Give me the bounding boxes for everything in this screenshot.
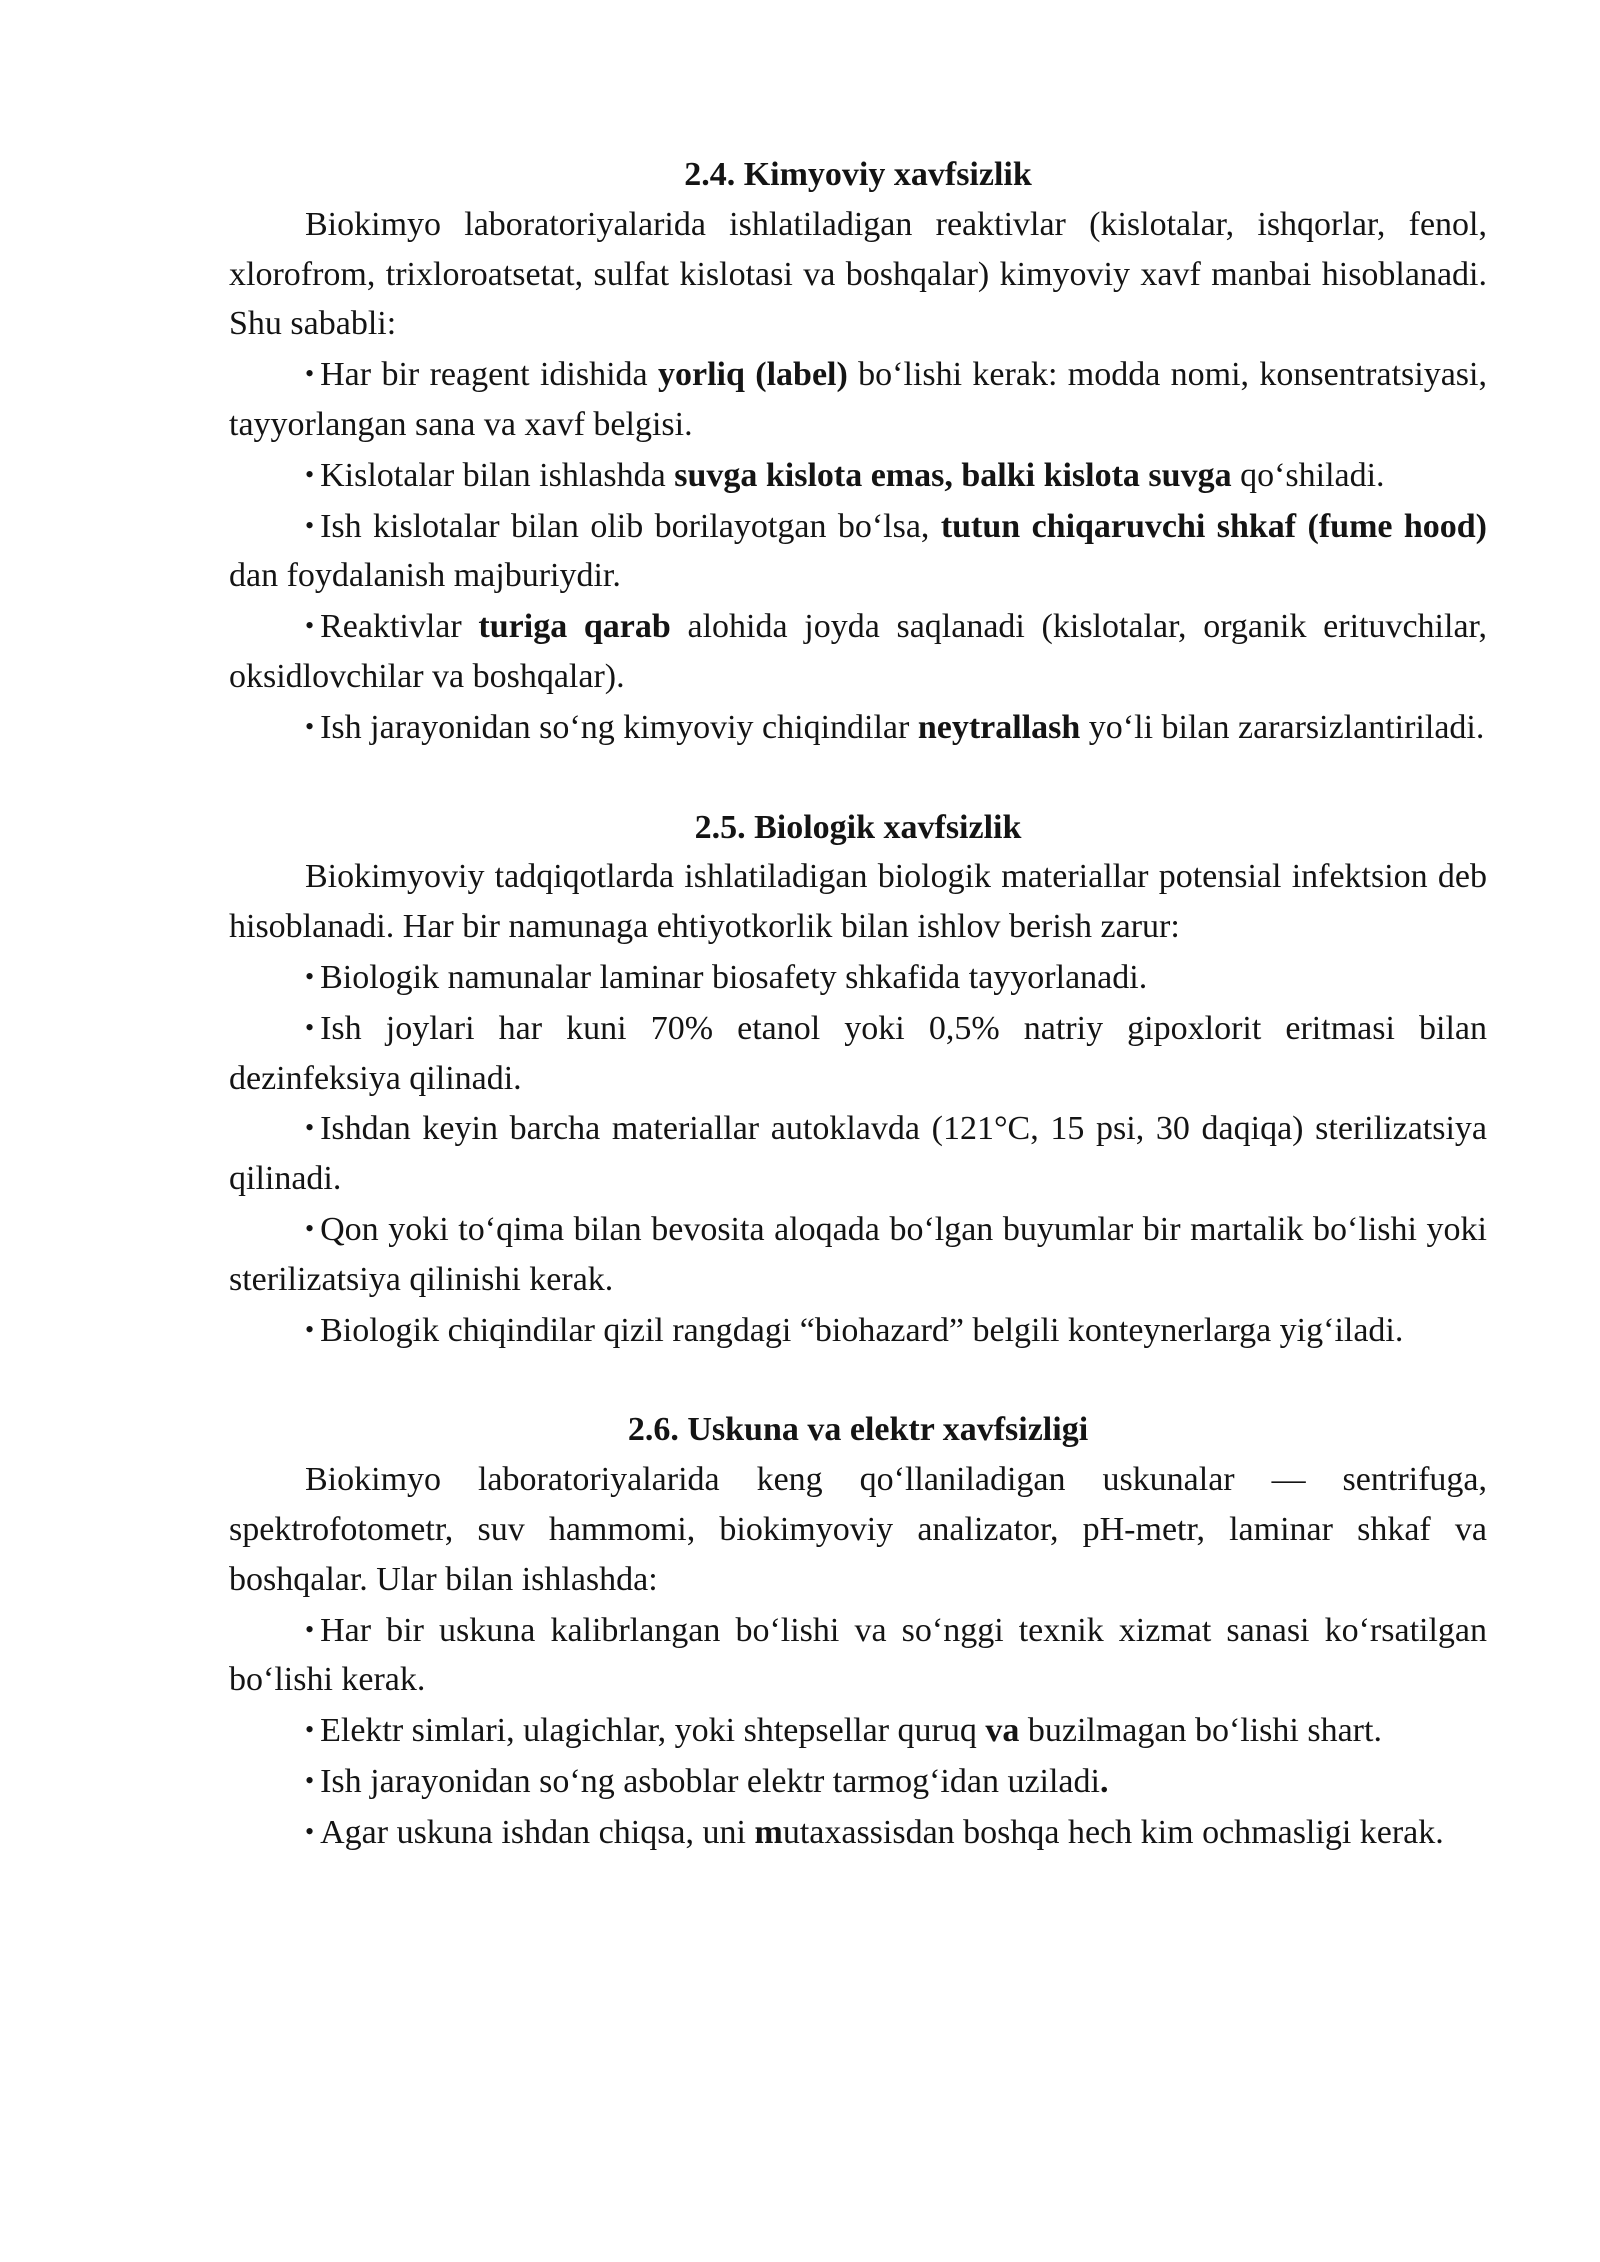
bullet-text: Agar uskuna ishdan chiqsa, uni xyxy=(320,1813,755,1851)
section-chemical-safety xyxy=(229,150,1487,753)
bullet-text: Har bir uskuna kalibrlangan bo‘lishi va so‘nggi texnik xizmat sanasi ko‘rsatilgan bo‘lishi kerak. xyxy=(229,1611,1487,1699)
section-heading: 2.6. Uskuna va elektr xavfsizligi xyxy=(627,1411,1089,1449)
section-heading: 2.5. Biologik xavfsizlik xyxy=(694,808,1022,846)
bullet-item xyxy=(229,450,1487,501)
bullet-item xyxy=(229,1003,1487,1104)
bullet-text: Ish joylari har kuni 70% etanol yoki 0,5% natriy gipoxlorit eritmasi bilan dezinfeksiya qilinadi. xyxy=(229,1009,1487,1097)
bullet-item xyxy=(229,1756,1487,1807)
bullet-text: Ish kislotalar bilan olib borilayotgan bo‘lsa, xyxy=(320,507,941,545)
bullet-bold-text: va xyxy=(985,1712,1020,1750)
bullet-text: Biologik chiqindilar qizil rangdagi “biohazard” belgili konteynerlarga yig‘iladi. xyxy=(320,1311,1404,1349)
bullet-item xyxy=(229,952,1487,1003)
section-intro: Biokimyoviy tadqiqotlarda ishlatiladigan biologik materiallar potensial infektsion deb hisoblanadi. Har bir namunaga ehtiyotkorlik bilan ishlov berish zarur: xyxy=(229,858,1487,946)
bullet-text: yo‘li bilan zararsizlantiriladi. xyxy=(1080,708,1485,746)
bullet-text: Ish jarayonidan so‘ng asboblar elektr tarmog‘idan uziladi xyxy=(320,1762,1100,1800)
bullet-text: alohida joyda saqlanadi (kislotalar, organik erituvchilar, oksidlovchilar va boshqalar). xyxy=(229,608,1487,695)
bullet-text: Reaktivlar xyxy=(320,608,479,646)
bullet-bold-text: tutun chiqaruvchi shkaf (fume hood) xyxy=(940,507,1488,545)
bullet-item xyxy=(229,1103,1487,1204)
bullet-bold-text: turiga qarab xyxy=(478,608,671,646)
section-intro: Biokimyo laboratoriyalarida ishlatiladigan reaktivlar (kislotalar, ishqorlar, fenol, xlorofrom, trixloroatsetat, sulfat kislotasi va boshqalar) kimyoviy xavf manbai hisoblanadi. Shu sababli: xyxy=(229,205,1487,343)
bullet-item xyxy=(229,702,1487,753)
bullet-text: Biologik namunalar laminar biosafety shkafida tayyorlanadi. xyxy=(320,958,1148,996)
bullet-text: bo‘lishi kerak: modda nomi, konsentratsiyasi, tayyorlangan sana va xavf belgisi. xyxy=(229,356,1487,443)
bullet-item xyxy=(229,501,1487,602)
bullet-item xyxy=(229,1204,1487,1305)
bullet-text: Elektr simlari, ulagichlar, yoki shtepsellar quruq xyxy=(320,1712,986,1750)
bullet-text: utaxassisdan boshqa hech kim ochmasligi kerak. xyxy=(782,1813,1444,1851)
bullet-bold-text: . xyxy=(1099,1762,1109,1800)
bullet-item xyxy=(229,1705,1487,1756)
bullet-item xyxy=(229,1305,1487,1356)
bullet-item xyxy=(229,1605,1487,1706)
document-page xyxy=(229,150,1487,1858)
bullet-text: Qon yoki to‘qima bilan bevosita aloqada bo‘lgan buyumlar bir martalik bo‘lishi yoki sterilizatsiya qilinishi kerak. xyxy=(229,1210,1487,1298)
bullet-item xyxy=(229,601,1487,702)
bullet-text: Har bir reagent idishida xyxy=(320,356,659,394)
section-equipment-electrical-safety xyxy=(229,1405,1487,1857)
bullet-text: Ishdan keyin barcha materiallar autoklavda (121°C, 15 psi, 30 daqiqa) sterilizatsiya qilinadi. xyxy=(229,1110,1487,1198)
bullet-item xyxy=(229,1807,1487,1858)
bullet-text: buzilmagan bo‘lishi shart. xyxy=(1019,1712,1382,1750)
section-biological-safety xyxy=(229,803,1487,1356)
bullet-text: qo‘shiladi. xyxy=(1231,456,1385,494)
bullet-text: Kislotalar bilan ishlashda xyxy=(320,456,675,494)
bullet-item xyxy=(229,349,1487,450)
bullet-bold-text: m xyxy=(754,1813,783,1851)
bullet-bold-text: yorliq (label) xyxy=(658,356,848,394)
bullet-text: dan foydalanish majburiydir. xyxy=(229,557,621,595)
bullet-bold-text: neytrallash xyxy=(917,708,1081,746)
bullet-bold-text: suvga kislota emas, balki kislota suvga xyxy=(674,456,1232,494)
section-intro: Biokimyo laboratoriyalarida keng qo‘llaniladigan uskunalar — sentrifuga, spektrofotometr, suv hammomi, biokimyoviy analizator, pH-metr, laminar shkaf va boshqalar. Ular bilan ishlashda: xyxy=(229,1461,1487,1598)
section-heading: 2.4. Kimyoviy xavfsizlik xyxy=(684,156,1032,193)
bullet-text: Ish jarayonidan so‘ng kimyoviy chiqindilar xyxy=(320,708,918,746)
